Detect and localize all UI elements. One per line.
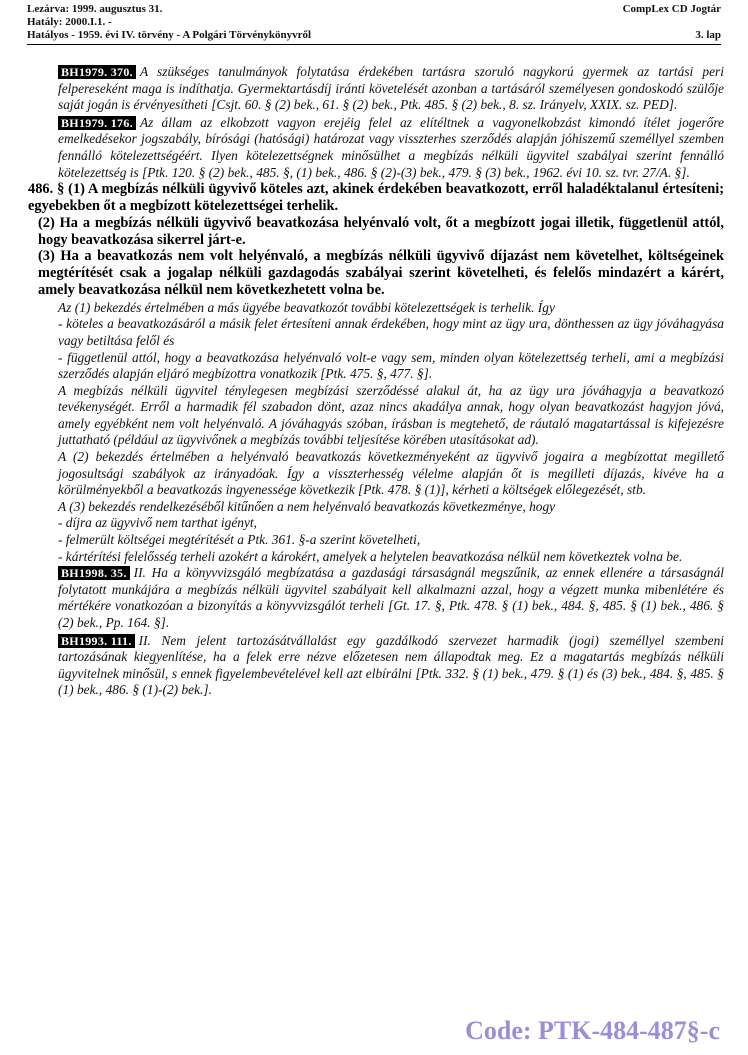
commentary-para-3: A (3) bekezdés rendelkezéséből kitűnően a nem helyénvaló beavatkozás következménye, hogy bbox=[58, 498, 556, 514]
commentary-item-costs: - felmerült költségei megtérítését a Ptk. 361. §-a szerint követelheti, bbox=[58, 532, 421, 548]
commentary-item-liability: - kártérítési felelősség terheli azokért a károkért, amelyek a helytelen beavatkozása nélkül nem következtek volna be. bbox=[58, 548, 683, 564]
header-line-1 bbox=[27, 3, 721, 16]
case-note-3: BH1998. 35. II. Ha a könyvvizsgáló megbízatása a gazdasági társaságnál megszűnik, az ennek ellenére a társaságnál folytatott munkájára a megbízás nélküli ügyvitel szabályait kell alkalmazni azzal, hogy a végzett munka mibenlétére és mértékére vonatkozóan a bizonyítás a könyvvizsgálót terheli [Gt. 17. §, Ptk. 478. § (1) bek., 484. §, 485. § (1) bek., 486. § (2) bek., Pp. 164. §]. bbox=[58, 565, 724, 631]
case-note-1: BH1979. 370. A szükséges tanulmányok folytatása érdekében tartásra szoruló nagykorú gyermek az tartási peri felpereseként maga is indíthatja. Gyermektartásdíj iránti követelését azonban a tartásáról személyesen gondoskodó szülője saját jogán is érvényesítheti [Csjt. 60. § (2) bek., 61. § (2) bek., Ptk. 485. § (2) bek., 8. sz. Irányelv, XXIX. sz. PED]. bbox=[58, 64, 724, 113]
case-reference-badge: BH1979. 176. bbox=[58, 116, 136, 130]
commentary-item-obligations: - függetlenül attól, hogy a beavatkozása helyénvaló volt-e vagy sem, minden olyan kötelezettség terheli, ami a megbízási szerződés alapján eljáró megbízottra vonatkozik [Ptk. 475. §, 477. §]. bbox=[58, 349, 724, 382]
header-divider bbox=[27, 44, 721, 45]
case-note-4: BH1993. 111. II. Nem jelent tartozásátvállalást egy gazdálkodó szervezet harmadik (jogi) személlyel szembeni tartozásának kiegyenlítése, ha a felek erre nézve előzetesen nem állapodtak meg. Ez a magatartás megbízás nélküli ügyvitelnek minősül, s ennek figyelembevételével kell azt elbírálni [Ptk. 332. § (1) bek., 479. § (1) és (3) bek., 484. §, 485. § (1) bek., 486. § (1)-(2) bek.]. bbox=[58, 632, 724, 698]
commentary-item-notify: - köteles a beavatkozásáról a másik felet értesíteni annak érdekében, hogy mint az ügy ura, dönthessen az ügy jóváhagyása vagy betiltása felől és bbox=[58, 316, 724, 348]
case-note-2: BH1979. 176. Az állam az elkobzott vagyon erejéig felel az elítéltnek a vagyonelkobzást kimondó ítélet jogerőre emelkedésekor jogszabály, bírósági (hatósági) határozat vagy visszterhes szerződés alapján jóhiszemű személlyel szemben fennálló kötelezettségéért. Ilyen kötelezettségnek minősülhet a megbízás nélküli ügyvitel szabályai szerint fennálló kötelezettség is [Ptk. 120. § (2) bek., 485. §, (1) bek., 486. § (2)-(3) bek., 479. § (3) bek., 1962. évi 10. sz. tvr. 27/A. §]. bbox=[58, 114, 724, 180]
case-reference-badge: BH1998. 35. bbox=[58, 566, 130, 580]
case-reference-badge: BH1979. 370. bbox=[58, 65, 136, 79]
commentary-item-fee: - díjra az ügyvivő nem tarthat igényt, bbox=[58, 515, 257, 531]
commentary-para-2: A (2) bekezdés értelmében a helyénvaló beavatkozás következményeként az ügyvivő jogaira a megbízottat megillető jogosultsági szabályok az irányadóak. Így a visszterhesség vélelme alapján őt is megilleti díjazás, kivéve ha a körülményekből a beavatkozás ingyenessége következik [Ptk. 478. § (1)], kérheti a költségek előlegezését, stb. bbox=[58, 449, 724, 498]
commentary-intro: Az (1) bekezdés értelmében a más ügyébe beavatkozót további kötelezettségek is terhelik. Így bbox=[58, 299, 555, 315]
document-code-label: Code: PTK-484-487§-c bbox=[465, 1016, 720, 1045]
section-486-para-1: 486. § (1) A megbízás nélküli ügyvivő köteles azt, akinek érdekében beavatkozott, erről haladéktalanul értesíteni; egyebekben őt a megbízott kötelezettségei terhelik. bbox=[28, 181, 724, 214]
header-page-number: 3. lap bbox=[695, 29, 721, 41]
header-revision-date: Lezárva: 1999. augusztus 31. bbox=[27, 3, 163, 15]
section-486-para-3: (3) Ha a beavatkozás nem volt helyénvaló, a megbízás nélküli ügyvivő díjazást nem követelhet, költségeinek megtérítését csak a jogalap nélküli gazdagodás szabályai szerint követelheti, és felelős mindazért a kárért, amely beavatkozása nélkül nem következhetett volna be. bbox=[38, 248, 724, 298]
case-reference-badge: BH1993. 111. bbox=[58, 634, 135, 648]
header-law-title: Hatályos - 1959. évi IV. törvény - A Polgári Törvénykönyvről bbox=[27, 29, 312, 41]
document-body bbox=[28, 64, 724, 699]
section-486-para-2: (2) Ha a megbízás nélküli ügyvivő beavatkozása helyénvaló volt, őt a megbízott jogai illetik, függetlenül attól, hogy beavatkozása sikerrel járt-e. bbox=[38, 214, 724, 248]
header-effective-date: Hatály: 2000.I.1. - bbox=[27, 16, 112, 28]
header-line-3 bbox=[27, 29, 721, 42]
commentary-approval: A megbízás nélküli ügyvitel ténylegesen megbízási szerződéssé alakul át, ha az ügy ura jóváhagyja a beavatkozó tevékenységét. Erről a harmadik fél szabadon dönt, azaz nincs akadálya annak, hogy olyan beavatkozást hagyjon jóvá, amely egyébként nem volt helyénvaló. A jóváhagyás szóban, írásban is megtehető, de ráutaló magatartással is kifejezésre juttatható (például az ügyvivőnek a megbízás további teljesítése körében utasításokat ad). bbox=[58, 382, 724, 448]
header-product-name: CompLex CD Jogtár bbox=[622, 3, 721, 15]
header-line-2 bbox=[27, 16, 721, 29]
